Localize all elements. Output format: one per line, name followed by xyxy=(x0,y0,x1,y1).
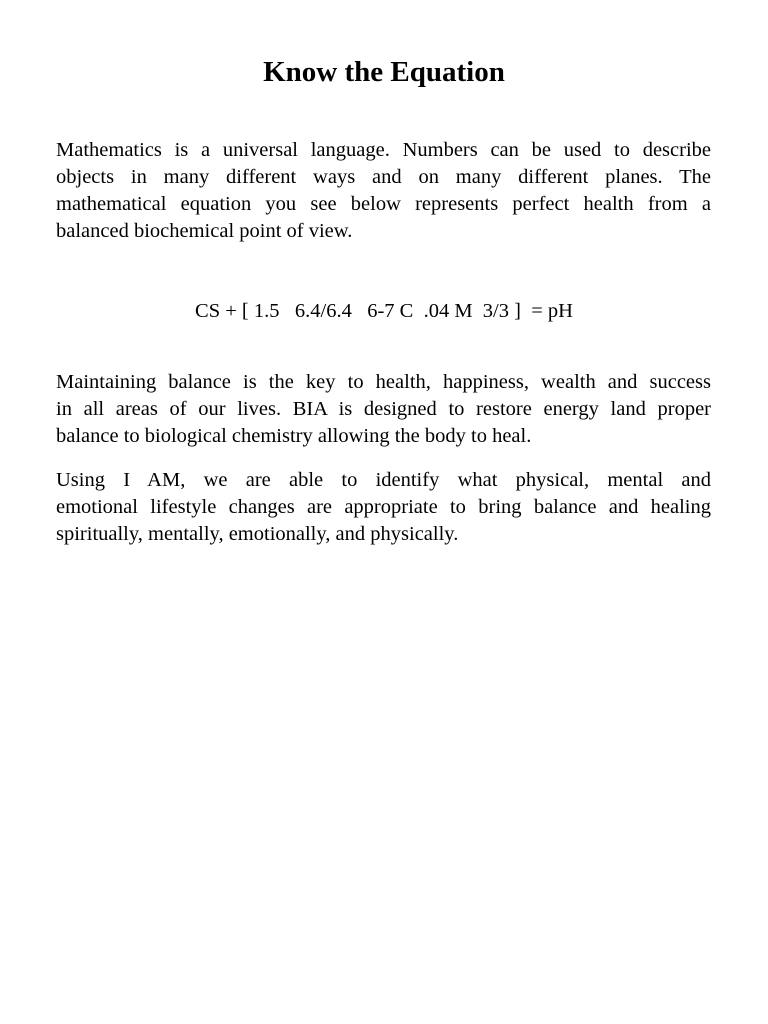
paragraph-line: balance to biological chemistry allowing the body to heal. xyxy=(56,425,532,447)
paragraph-line: Using I AM, we are able to identify what physical, mental and xyxy=(56,469,711,491)
health-equation: CS + [ 1.5 6.4/6.4 6-7 C .04 M 3/3 ] = pH xyxy=(195,300,573,322)
i-am-paragraph xyxy=(56,467,711,548)
intro-paragraph xyxy=(56,137,711,245)
paragraph-line: mathematical equation you see below represents perfect health from a xyxy=(56,193,711,215)
paragraph-line: spiritually, mentally, emotionally, and physically. xyxy=(56,523,459,545)
paragraph-line: in all areas of our lives. BIA is designed to restore energy land proper xyxy=(56,398,711,420)
paragraph-line: Mathematics is a universal language. Numbers can be used to describe xyxy=(56,139,711,161)
paragraph-line: objects in many different ways and on many different planes. The xyxy=(56,166,711,188)
paragraph-line: Maintaining balance is the key to health, happiness, wealth and success xyxy=(56,371,711,393)
paragraph-line: emotional lifestyle changes are appropriate to bring balance and healing xyxy=(56,496,711,518)
paragraph-line: balanced biochemical point of view. xyxy=(56,220,353,242)
balance-paragraph xyxy=(56,369,711,450)
page-title: Know the Equation xyxy=(263,56,505,88)
